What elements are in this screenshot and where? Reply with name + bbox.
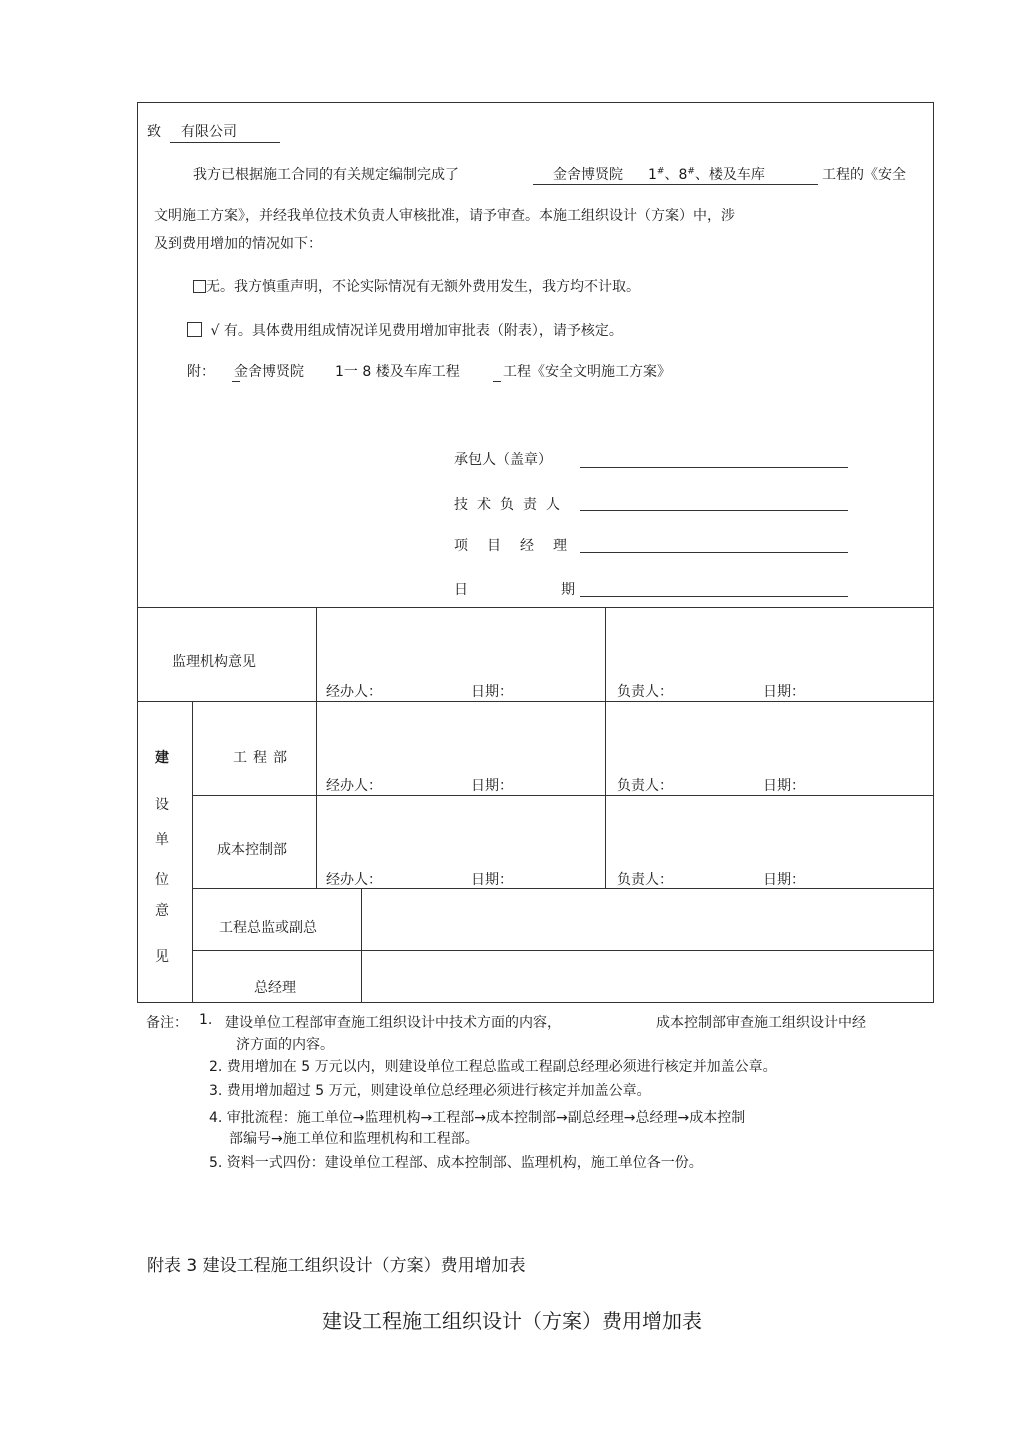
supervision-label: 监理机构意见 [172, 654, 256, 670]
date-label: 日期 [454, 582, 668, 598]
eng-date: 日期： [471, 778, 513, 794]
note-2: 2. 费用增加在 5 万元以内，则建设单位工程总监或工程副总经理必须进行核定并加盖公章。 [209, 1059, 777, 1075]
eng-leader-date: 日期： [763, 778, 805, 794]
owner-char-3: 单 [155, 832, 169, 848]
pm-line [580, 552, 848, 553]
grid-line [605, 607, 606, 889]
attach-doc: 工程《安全文明施工方案》 [503, 364, 671, 380]
to-prefix: 致 [147, 124, 161, 140]
checkbox-yes[interactable] [187, 322, 202, 337]
attach-project: 金舍博贤院 [234, 364, 304, 380]
checkbox-none[interactable] [193, 280, 206, 293]
para1-end: 工程的《安全 [822, 167, 906, 183]
cost-dept-label: 成本控制部 [217, 842, 287, 858]
pm-label: 项目经理 [454, 538, 586, 554]
cost-handler: 经办人： [326, 872, 382, 888]
engineering-dept-label: 工程部 [233, 750, 293, 766]
grid-line [316, 607, 317, 889]
option-none: 无。我方慎重声明，不论实际情况有无额外费用发生，我方均不计取。 [193, 276, 640, 296]
main-title: 建设工程施工组织设计（方案）费用增加表 [322, 1309, 702, 1333]
project-building: 1#、8#、楼及车库 [648, 166, 765, 183]
contractor-label: 承包人（盖章） [454, 452, 552, 468]
owner-char-4: 位 [155, 872, 169, 888]
contractor-line [580, 467, 848, 468]
to-company-underline [170, 142, 280, 143]
tech-lead-label: 技术负责人 [454, 497, 569, 513]
note-4-b: 部编号→施工单位和监理机构和工程部。 [229, 1131, 479, 1147]
para3: 及到费用增加的情况如下： [154, 236, 322, 252]
note-1-b: 成本控制部审查施工组织设计中经 [656, 1015, 866, 1031]
grid-line [137, 701, 934, 702]
cost-leader-date: 日期： [763, 872, 805, 888]
attach-underline-1 [232, 381, 240, 382]
eng-leader: 负责人： [617, 778, 673, 794]
cost-leader: 负责人： [617, 872, 673, 888]
notes-label: 备注： [146, 1015, 188, 1031]
grid-line [192, 701, 193, 1003]
supervision-leader-date: 日期： [763, 684, 805, 700]
supervision-handler: 经办人： [326, 684, 382, 700]
attach-label: 附： [187, 364, 215, 380]
grid-line [193, 888, 934, 889]
owner-char-1: 建 [155, 750, 169, 766]
supervision-date: 日期： [471, 684, 513, 700]
grid-line [361, 888, 362, 1003]
check-mark: √ [210, 323, 220, 339]
para2: 文明施工方案》，并经我单位技术负责人审核批准，请予审查。本施工组织设计（方案）中，涉 [154, 208, 735, 224]
owner-char-2: 设 [155, 797, 169, 813]
note-1-c: 济方面的内容。 [236, 1037, 334, 1053]
attach-range: 1一 8 楼及车库工程 [335, 364, 460, 380]
supervision-leader: 负责人： [617, 684, 673, 700]
owner-char-5: 意 [155, 903, 169, 919]
note-1-a: 建设单位工程部审查施工组织设计中技术方面的内容， [225, 1015, 561, 1031]
note-1-num: 1. [199, 1012, 213, 1028]
owner-char-6: 见 [155, 949, 169, 965]
grid-line [137, 607, 934, 608]
note-3: 3. 费用增加超过 5 万元，则建设单位总经理必须进行核定并加盖公章。 [209, 1083, 651, 1099]
option-yes: √ 有。具体费用组成情况详见费用增加审批表（附表），请予核定。 [187, 320, 623, 340]
note-4-a: 4. 审批流程：施工单位→监理机构→工程部→成本控制部→副总经理→总经理→成本控制 [209, 1110, 746, 1126]
date-line [580, 596, 848, 597]
project-name: 金舍博贤院 [553, 167, 623, 183]
grid-line [193, 795, 934, 796]
cost-date: 日期： [471, 872, 513, 888]
note-5: 5. 资料一式四份：建设单位工程部、成本控制部、监理机构，施工单位各一份。 [209, 1155, 703, 1171]
appendix-title: 附表 3 建设工程施工组织设计（方案）费用增加表 [147, 1256, 526, 1276]
para1-start: 我方已根据施工合同的有关规定编制完成了 [193, 167, 459, 183]
chief-label: 工程总监或副总 [219, 920, 317, 936]
gm-label: 总经理 [254, 980, 296, 996]
project-underline [533, 184, 818, 185]
grid-line [193, 950, 934, 951]
attach-underline-2 [493, 381, 501, 382]
eng-handler: 经办人： [326, 778, 382, 794]
to-company: 有限公司 [181, 124, 237, 140]
tech-lead-line [580, 510, 848, 511]
